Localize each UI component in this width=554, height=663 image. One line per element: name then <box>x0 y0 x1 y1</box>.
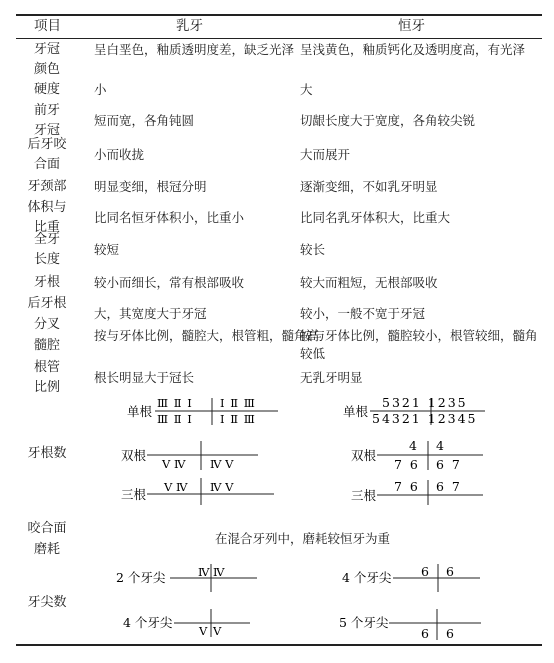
cell-primary: 按与牙体比例，髓腔大，根管粗，髓角高 <box>94 328 320 343</box>
row-label-root-count: 牙根数 <box>27 446 67 461</box>
primary-2-cusps-label: 2 个牙尖 <box>116 570 166 585</box>
permanent-single-root-label: 单根 <box>343 404 369 419</box>
cell-permanent: 逐渐变细，不如乳牙明显 <box>300 179 438 194</box>
triple-root-label: 三根 <box>121 487 147 502</box>
cell-primary: 小 <box>94 82 107 97</box>
permanent-triple-root-label: 三根 <box>351 488 377 503</box>
cell-primary: 明显变细，根冠分明 <box>94 179 207 194</box>
cell-permanent: 较小，一般不宽于牙冠 <box>300 306 426 321</box>
permanent-4-cusps-tooth-right: 6 <box>446 564 454 579</box>
primary-single-top-left: Ⅲ Ⅱ Ⅰ <box>157 396 193 410</box>
permanent-double-root-label: 双根 <box>351 448 377 463</box>
occlusal-wear-text: 在混合牙列中，磨耗较恒牙为重 <box>215 531 391 546</box>
row-label: 颜色 <box>33 62 60 77</box>
primary-single-bottom-right: Ⅰ Ⅱ Ⅲ <box>220 412 256 426</box>
row-label: 后牙根 <box>27 296 67 311</box>
header-permanent: 恒牙 <box>398 18 425 34</box>
cell-primary: 小而收拢 <box>94 147 145 162</box>
cell-permanent: 无乳牙明显 <box>300 370 363 385</box>
permanent-5-cusps-tooth-right: 6 <box>446 626 454 641</box>
permanent-single-top: 5321 1235 <box>382 395 468 410</box>
row-label: 牙冠 <box>33 123 60 138</box>
primary-2-cusps-tooth-right: Ⅳ <box>213 565 225 579</box>
row-label: 比重 <box>33 220 60 235</box>
cell-permanent: 较大而粗短，无根部吸收 <box>300 275 438 290</box>
cell-permanent: 比同名乳牙体积大，比重大 <box>300 210 451 225</box>
permanent-4-cusps-tooth-left: 6 <box>421 564 429 579</box>
primary-4-cusps-tooth-right: Ⅴ <box>213 624 222 638</box>
row-label: 前牙 <box>33 103 60 118</box>
cell-primary: 比同名恒牙体积小，比重小 <box>94 210 245 225</box>
row-label: 根管 <box>33 360 60 375</box>
cell-primary: 较短 <box>94 242 120 257</box>
permanent-double-bottom-left: 7 6 <box>394 457 418 472</box>
cell-permanent: 呈浅黄色，釉质钙化及透明度高，有光泽 <box>300 42 526 57</box>
double-root-label: 双根 <box>121 448 147 463</box>
row-label: 全牙 <box>33 232 60 247</box>
primary-double-bottom-right: Ⅳ Ⅴ <box>210 457 234 471</box>
single-root-label: 单根 <box>127 404 153 419</box>
permanent-single-bottom: 54321 12345 <box>372 411 478 426</box>
cell-primary: 呈白垩色，釉质透明度差，缺乏光泽 <box>94 42 295 57</box>
cell-permanent: 大 <box>300 82 313 97</box>
primary-triple-top-right: Ⅳ Ⅴ <box>210 480 234 494</box>
permanent-5-cusps-tooth-left: 6 <box>421 626 429 641</box>
row-label: 磨耗 <box>33 542 60 557</box>
header-primary: 乳牙 <box>176 18 203 34</box>
row-label: 髓腔 <box>33 338 60 353</box>
row-label: 体积与 <box>27 200 67 215</box>
row-label: 分叉 <box>33 317 60 332</box>
permanent-double-top-left: 4 <box>409 438 417 453</box>
cell-permanent: 大而展开 <box>300 147 351 162</box>
primary-4-cusps-tooth-left: Ⅴ <box>199 624 208 638</box>
permanent-double-bottom-right: 6 7 <box>436 457 460 472</box>
header-item: 项目 <box>34 18 61 34</box>
row-label: 牙颈部 <box>27 179 67 194</box>
row-label: 咬合面 <box>27 521 67 536</box>
primary-2-cusps-tooth-left: Ⅳ <box>198 565 210 579</box>
row-label: 硬度 <box>33 82 60 97</box>
permanent-5-cusps-label: 5 个牙尖 <box>339 615 389 630</box>
row-label: 比例 <box>33 380 60 395</box>
cell-permanent: 切龈长度大于宽度，各角较尖锐 <box>300 113 476 128</box>
cell-permanent: 按与牙体比例，髓腔较小，根管较细，髓角较低 <box>300 328 538 362</box>
primary-single-top-right: Ⅰ Ⅱ Ⅲ <box>220 396 256 410</box>
row-label: 合面 <box>33 157 60 172</box>
cell-permanent: 较长 <box>300 242 326 257</box>
row-label-cusps: 牙尖数 <box>27 595 67 610</box>
row-label: 牙根 <box>33 275 60 290</box>
cell-primary: 较小而细长，常有根部吸收 <box>94 275 245 290</box>
primary-triple-top-left: Ⅴ Ⅳ <box>164 480 188 494</box>
permanent-double-top-right: 4 <box>436 438 444 453</box>
permanent-4-cusps-label: 4 个牙尖 <box>342 570 392 585</box>
cell-primary: 根长明显大于冠长 <box>94 370 195 385</box>
primary-double-bottom-left: Ⅴ Ⅳ <box>162 457 186 471</box>
row-label: 长度 <box>33 252 60 267</box>
cell-primary: 短而宽，各角钝圆 <box>94 113 195 128</box>
permanent-triple-top-left: 7 6 <box>394 479 418 494</box>
primary-4-cusps-label: 4 个牙尖 <box>123 615 173 630</box>
row-label: 后牙咬 <box>27 137 67 152</box>
primary-single-bottom-left: Ⅲ Ⅱ Ⅰ <box>157 412 193 426</box>
row-label: 牙冠 <box>33 42 60 57</box>
permanent-triple-top-right: 6 7 <box>436 479 460 494</box>
cell-primary: 大，其宽度大于牙冠 <box>94 306 207 321</box>
